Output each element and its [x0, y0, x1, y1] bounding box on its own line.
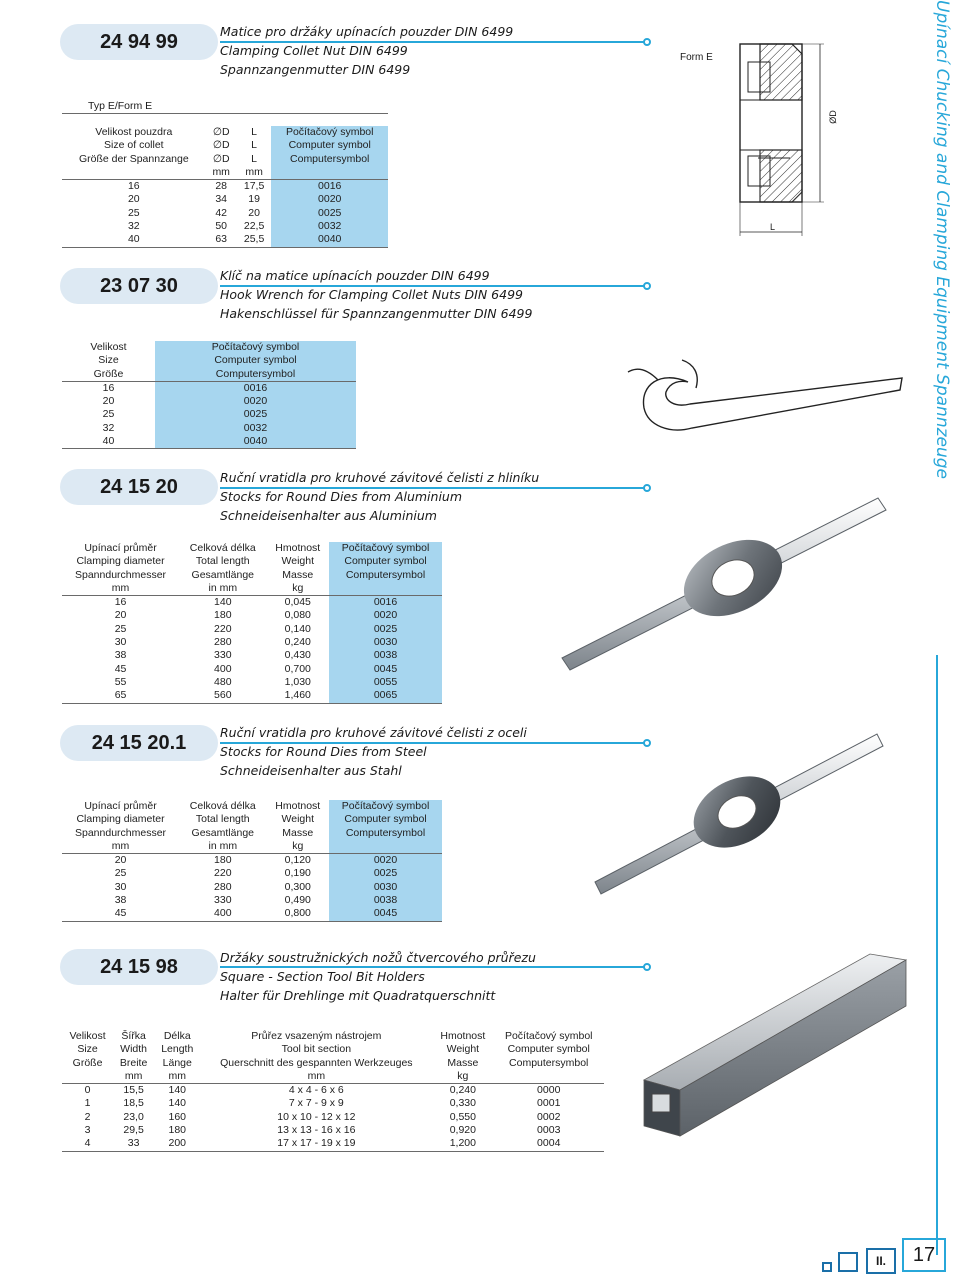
table-cell: 140: [214, 596, 232, 609]
table-row: [62, 881, 442, 894]
table-header-cell: L: [251, 152, 257, 165]
table-cell: 0040: [155, 435, 356, 449]
table-header-cell: Upínací průměr: [84, 542, 157, 554]
table-header-cell: Länge: [162, 1056, 192, 1069]
table-header-cell: kg: [266, 582, 329, 596]
table-row: [62, 233, 388, 247]
table-cell: 0045: [329, 663, 442, 676]
table-cell: 0,045: [284, 596, 311, 609]
table-cell: 140: [168, 1084, 187, 1097]
title-cs: Klíč na matice upínacích pouzder DIN 6499: [220, 268, 490, 283]
table-row: [62, 609, 442, 622]
table-cell: 18,5: [123, 1097, 144, 1110]
table-cell: 29,5: [123, 1124, 144, 1137]
table-cell: 1,030: [284, 675, 311, 688]
table-row: [62, 596, 442, 610]
table-cell: 180: [168, 1124, 187, 1137]
table-cell: 0,140: [284, 622, 311, 635]
table-cell: 0020: [329, 609, 442, 622]
title-de: Schneideisenhalter aus Aluminium: [220, 508, 437, 523]
table-cell: 220: [214, 622, 232, 635]
table-row: [62, 676, 442, 689]
table-cell: 0025: [329, 623, 442, 636]
table-cell: 50: [215, 220, 228, 233]
table-header-cell: Délka: [163, 1030, 191, 1042]
table-cell: 20: [127, 193, 140, 206]
table-row: [62, 1137, 604, 1151]
collet-nut-table: [62, 126, 388, 248]
table-cell: 180: [214, 854, 232, 867]
table-header-cell: Počítačový symbol: [504, 1030, 593, 1042]
table-row: [62, 689, 442, 703]
table-header-cell: Total length: [195, 555, 250, 568]
title-cs: Ruční vratidla pro kruhové závitové čelisti z hliníku: [220, 470, 540, 485]
table-header-cell: Celková délka: [189, 800, 256, 812]
table-cell: 0002: [537, 1110, 561, 1123]
title-cs: Držáky soustružnických nožů čtvercového průřezu: [220, 950, 536, 965]
table-cell: 7 x 7 - 9 x 9: [288, 1097, 344, 1110]
table-header-cell: [329, 840, 442, 854]
table-header-cell: Weight: [281, 813, 315, 826]
table-header-row: [62, 582, 442, 596]
section-title-tool-bit-holders: [220, 948, 536, 1005]
table-header-cell: Masse: [282, 826, 314, 839]
table-cell: 220: [214, 867, 232, 880]
title-de: Hakenschlüssel für Spannzangenmutter DIN 6499: [220, 306, 533, 321]
table-cell: 22,5: [243, 220, 265, 233]
table-header-cell: Velikost pouzdra: [95, 126, 173, 138]
title-en: Square - Section Tool Bit Holders: [220, 969, 425, 984]
table-cell: 20: [248, 206, 260, 219]
table-header-cell: Size: [98, 354, 119, 367]
title-de: Schneideisenhalter aus Stahl: [220, 763, 402, 778]
table-cell: 0025: [155, 408, 356, 421]
table-header-cell: Velikost: [69, 1030, 106, 1042]
tool-bit-holders-table: [62, 1030, 604, 1152]
table-cell: 38: [114, 649, 127, 662]
table-header-cell: Gesamtlänge: [191, 826, 254, 839]
table-cell: 0030: [329, 881, 442, 894]
table-row: [62, 907, 442, 921]
table-cell: 280: [214, 636, 232, 649]
title-en: Stocks for Round Dies from Steel: [220, 744, 427, 759]
table-header-cell: Width: [120, 1043, 147, 1056]
table-cell: 480: [214, 675, 232, 688]
table-cell: 38: [114, 894, 127, 907]
table-cell: 16: [127, 180, 140, 193]
separator-line: [220, 285, 645, 287]
table-header-cell: Length: [161, 1043, 194, 1056]
table-header-cell: kg: [266, 840, 329, 854]
section-title-collet-nut: [220, 22, 513, 79]
table-row: [62, 1084, 604, 1098]
table-cell: 16: [102, 381, 115, 394]
table-header-row: [62, 800, 442, 813]
table-cell: 0,330: [449, 1097, 476, 1110]
separator-line: [220, 966, 645, 968]
table-row: [62, 854, 442, 868]
table-cell: 0045: [329, 907, 442, 921]
table-cell: 10 x 10 - 12 x 12: [277, 1110, 356, 1123]
table-cell: 32: [102, 421, 115, 434]
table-cell: 400: [179, 907, 266, 921]
aluminium-die-stock-image: [548, 488, 898, 678]
table-header-row: [62, 542, 442, 555]
table-row: [62, 663, 442, 676]
table-cell: 0030: [329, 636, 442, 649]
table-cell: 0003: [537, 1124, 561, 1137]
chapter-badge: II.: [866, 1248, 896, 1274]
table-row: [62, 395, 356, 408]
table-header-cell: Computer symbol: [329, 555, 442, 568]
table-cell: 0,800: [266, 907, 329, 921]
table-cell: 23,0: [123, 1110, 144, 1123]
table-header-cell: mm: [62, 840, 179, 854]
table-cell: 34: [215, 193, 228, 206]
table-header-row: [62, 126, 388, 139]
table-cell: 0038: [329, 649, 442, 662]
table-row: [62, 220, 388, 233]
table-header-cell: Computersymbol: [155, 368, 356, 382]
table-cell: 17 x 17 - 19 x 19: [200, 1137, 432, 1151]
table-cell: 0000: [537, 1084, 561, 1097]
table-row: [62, 1111, 604, 1124]
table-cell: 0040: [271, 233, 388, 247]
table-header-cell: Size: [77, 1043, 98, 1056]
table-cell: 200: [154, 1137, 200, 1151]
table-cell: 25: [114, 867, 127, 880]
table-header-row: [62, 354, 356, 367]
table-cell: 0,490: [284, 894, 311, 907]
table-header-cell: Velikost: [90, 341, 127, 353]
side-chapter-title: Upínací Chucking and Clamping Equipment Spannzeuge: [932, 0, 952, 480]
table-header-cell: Hmotnost: [440, 1030, 486, 1042]
table-header-cell: ∅D: [212, 126, 230, 138]
hook-wrench-image: [618, 330, 918, 450]
table-header-cell: mm: [62, 582, 179, 596]
table-row: [62, 894, 442, 907]
product-code-23-07-30: 23 07 30: [60, 268, 218, 304]
table-cell: 1: [84, 1097, 91, 1110]
table-header-cell: Computersymbol: [509, 1056, 589, 1069]
table-cell: 45: [114, 662, 127, 675]
tool-bit-holder-image: [630, 940, 920, 1140]
table-cell: 13 x 13 - 16 x 16: [277, 1124, 356, 1137]
side-accent-line: [936, 655, 938, 1255]
table-row: [62, 1097, 604, 1110]
table-cell: 25: [114, 622, 127, 635]
form-e-label: Form E: [680, 52, 713, 63]
table-cell: 30: [114, 636, 127, 649]
table-row: [62, 1124, 604, 1137]
table-header-row: [62, 166, 388, 180]
table-row: [62, 207, 388, 220]
table-cell: 400: [214, 662, 232, 675]
title-en: Stocks for Round Dies from Aluminium: [220, 489, 463, 504]
table-header-cell: Počítačový symbol: [329, 800, 442, 813]
separator-line: [220, 41, 645, 43]
table-row: [62, 435, 356, 449]
table-header-cell: Computer symbol: [271, 139, 388, 152]
table-header-cell: mm: [113, 1070, 154, 1084]
table-cell: 25,5: [237, 233, 272, 247]
table-cell: 0,300: [284, 880, 311, 893]
table-cell: 140: [168, 1097, 187, 1110]
steel-stocks-table: [62, 800, 442, 922]
table-header-cell: Tool bit section: [281, 1043, 352, 1056]
dimension-d: ØD: [827, 110, 838, 124]
table-header-cell: Spanndurchmesser: [75, 826, 167, 839]
table-header-cell: [271, 166, 388, 180]
table-cell: 40: [62, 233, 206, 247]
table-row: [62, 867, 442, 880]
table-cell: 0,120: [284, 854, 311, 867]
table-cell: 4 x 4 - 6 x 6: [288, 1084, 344, 1097]
product-code-24-15-20-1: 24 15 20.1: [60, 725, 218, 761]
table-header-cell: L: [251, 139, 257, 152]
table-header-cell: L: [251, 126, 257, 138]
table-header-cell: mm: [206, 166, 237, 180]
table-header-cell: in mm: [179, 840, 266, 854]
table-cell: 15,5: [123, 1084, 144, 1097]
table-cell: 0,240: [284, 636, 311, 649]
table-header-cell: Počítačový symbol: [271, 126, 388, 139]
product-code-24-15-20: 24 15 20: [60, 469, 218, 505]
title-de: Spannzangenmutter DIN 6499: [220, 62, 411, 77]
table-header-cell: Počítačový symbol: [329, 542, 442, 555]
table-cell: 330: [214, 894, 232, 907]
table-cell: 0016: [155, 381, 356, 395]
table-header-cell: Clamping diameter: [76, 555, 165, 568]
table-cell: 160: [168, 1110, 187, 1123]
title-cs: Matice pro držáky upínacích pouzder DIN 6499: [220, 24, 514, 39]
table-header-cell: Computer symbol: [507, 1043, 590, 1056]
table-cell: 0038: [329, 894, 442, 907]
table-cell: 4: [62, 1137, 113, 1151]
table-cell: 32: [127, 220, 140, 233]
table-header-cell: Počítačový symbol: [155, 341, 356, 354]
type-label: Typ E/Form E: [62, 100, 388, 114]
table-header-cell: Computer symbol: [155, 354, 356, 367]
footer-square-medium: [838, 1252, 858, 1272]
table-cell: 20: [114, 854, 127, 867]
table-header-cell: Masse: [282, 568, 314, 581]
table-header-cell: Masse: [447, 1056, 479, 1069]
table-cell: 63: [206, 233, 237, 247]
table-header-cell: [493, 1070, 604, 1084]
table-row: [62, 623, 442, 636]
section-title-aluminium-stocks: [220, 468, 539, 525]
separator-dot: [643, 38, 651, 46]
table-header-row: [62, 1043, 604, 1056]
table-header-cell: mm: [237, 166, 272, 180]
table-header-cell: ∅D: [212, 139, 230, 152]
table-cell: 20: [114, 609, 127, 622]
table-cell: 1,200: [432, 1137, 493, 1151]
table-header-row: [62, 813, 442, 826]
table-header-cell: Upínací průměr: [84, 800, 157, 812]
table-cell: 65: [62, 689, 179, 703]
table-header-cell: Computer symbol: [329, 813, 442, 826]
table-cell: 0032: [155, 422, 356, 435]
table-cell: 0,550: [449, 1110, 476, 1123]
table-cell: 28: [215, 180, 228, 193]
table-cell: 0020: [271, 193, 388, 206]
table-cell: 3: [84, 1124, 91, 1137]
table-header-row: [62, 555, 442, 568]
table-cell: 17,5: [243, 180, 265, 193]
table-cell: 0,190: [284, 867, 311, 880]
table-row: [62, 180, 388, 194]
table-header-cell: Hmotnost: [275, 542, 321, 554]
table-header-row: [62, 153, 388, 166]
table-header-row: [62, 341, 356, 354]
table-cell: 0: [84, 1084, 91, 1097]
table-header-cell: Größe: [62, 368, 155, 382]
table-header-cell: Gesamtlänge: [191, 568, 254, 581]
table-cell: 25: [102, 408, 115, 421]
table-header-cell: Größe: [72, 1056, 103, 1069]
table-cell: 0004: [493, 1137, 604, 1151]
table-cell: 42: [215, 206, 228, 219]
product-code-24-94-99: 24 94 99: [60, 24, 218, 60]
table-header-cell: Computersymbol: [271, 153, 388, 166]
title-en: Clamping Collet Nut DIN 6499: [220, 43, 408, 58]
table-cell: 560: [179, 689, 266, 703]
table-header-cell: [62, 166, 206, 180]
steel-die-stock-image: [585, 722, 895, 902]
table-row: [62, 422, 356, 435]
table-cell: 0,080: [284, 609, 311, 622]
table-header-cell: Weight: [446, 1043, 480, 1056]
table-cell: 0025: [271, 207, 388, 220]
table-cell: 0,430: [284, 649, 311, 662]
table-cell: 40: [62, 435, 155, 449]
table-header-cell: Weight: [281, 555, 315, 568]
table-row: [62, 636, 442, 649]
table-header-cell: Breite: [119, 1056, 148, 1069]
table-cell: 0025: [329, 867, 442, 880]
table-cell: 330: [214, 649, 232, 662]
table-header-cell: ∅D: [212, 152, 230, 165]
table-header-cell: kg: [432, 1070, 493, 1084]
table-header-row: [62, 1057, 604, 1070]
table-cell: 55: [114, 675, 127, 688]
table-header-row: [62, 368, 356, 382]
page-number: 17: [902, 1238, 946, 1272]
table-header-cell: Hmotnost: [275, 800, 321, 812]
table-row: [62, 649, 442, 662]
table-header-cell: Průřez vsazeným nástrojem: [251, 1030, 382, 1042]
table-header-cell: Total length: [195, 813, 250, 826]
table-cell: 0016: [329, 596, 442, 610]
table-cell: 33: [113, 1137, 154, 1151]
collet-nut-drawing: [730, 40, 850, 240]
product-code-24-15-98: 24 15 98: [60, 949, 218, 985]
title-cs: Ruční vratidla pro kruhové závitové čelisti z oceli: [220, 725, 527, 740]
table-cell: 0020: [155, 395, 356, 408]
table-cell: 1,460: [266, 689, 329, 703]
table-cell: 30: [114, 880, 127, 893]
table-cell: 280: [214, 880, 232, 893]
title-en: Hook Wrench for Clamping Collet Nuts DIN 6499: [220, 287, 523, 302]
table-header-cell: mm: [154, 1070, 200, 1084]
section-title-hook-wrench: [220, 266, 532, 323]
dimension-l: L: [770, 222, 776, 232]
table-cell: 19: [248, 193, 260, 206]
table-cell: 0,920: [449, 1124, 476, 1137]
table-header-row: [62, 1070, 604, 1084]
table-cell: 0001: [537, 1097, 561, 1110]
separator-line: [220, 742, 645, 744]
table-header-cell: Computersymbol: [329, 827, 442, 840]
table-cell: 20: [102, 395, 115, 408]
table-header-cell: in mm: [179, 582, 266, 596]
table-header-cell: Querschnitt des gespannten Werkzeuges: [220, 1056, 413, 1069]
hook-wrench-table: [62, 341, 356, 449]
section-title-steel-stocks: [220, 723, 527, 780]
table-header-cell: [62, 1070, 113, 1084]
table-header-row: [62, 827, 442, 840]
separator-dot: [643, 282, 651, 290]
table-header-row: [62, 1030, 604, 1043]
table-header-cell: Clamping diameter: [76, 813, 165, 826]
table-header-cell: Šířka: [121, 1030, 146, 1042]
table-cell: 0,700: [284, 662, 311, 675]
table-header-cell: Celková délka: [189, 542, 256, 554]
table-header-cell: Größe der Spannzange: [78, 152, 189, 165]
table-cell: 0020: [329, 854, 442, 868]
table-row: [62, 381, 356, 395]
table-header-row: [62, 569, 442, 582]
table-header-cell: Computersymbol: [329, 569, 442, 582]
table-header-row: [62, 139, 388, 152]
table-cell: 180: [214, 609, 232, 622]
table-cell: 2: [84, 1110, 91, 1123]
table-cell: 0032: [271, 220, 388, 233]
aluminium-stocks-table: [62, 542, 442, 704]
title-de: Halter für Drehlinge mit Quadratquerschnitt: [220, 988, 496, 1003]
table-header-cell: Spanndurchmesser: [75, 568, 167, 581]
table-header-cell: Size of collet: [104, 139, 164, 152]
table-row: [62, 193, 388, 206]
table-cell: 25: [127, 206, 140, 219]
table-header-cell: [329, 582, 442, 596]
footer-square-small: [822, 1262, 832, 1272]
table-cell: 45: [62, 907, 179, 921]
table-cell: 16: [114, 596, 127, 609]
table-cell: 0055: [329, 676, 442, 689]
table-header-row: [62, 840, 442, 854]
table-cell: 0,240: [449, 1084, 476, 1097]
table-cell: 0065: [329, 689, 442, 703]
table-row: [62, 408, 356, 421]
table-cell: 0016: [271, 180, 388, 194]
table-header-cell: mm: [200, 1070, 432, 1084]
